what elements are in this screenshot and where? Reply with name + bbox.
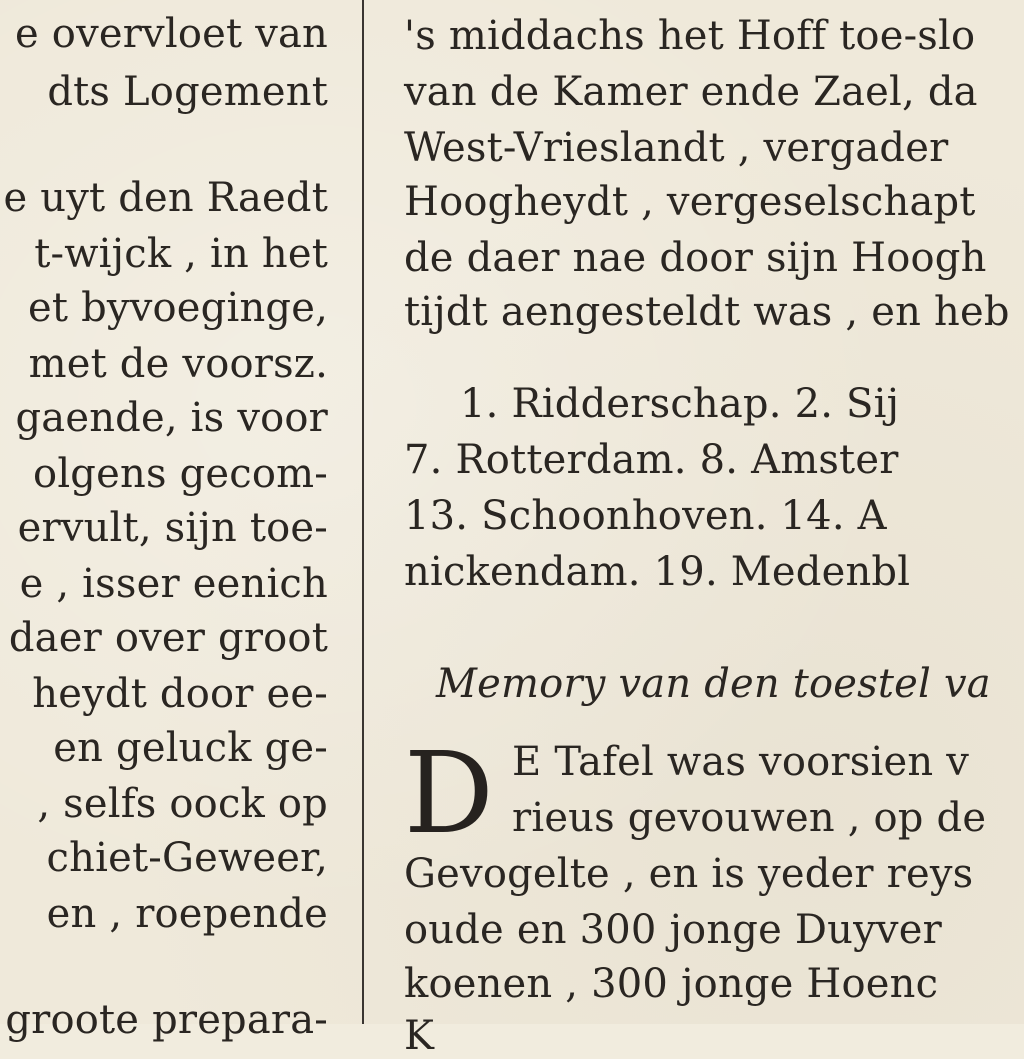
intro-line: 's middachs het Hoff toe-slo — [404, 13, 976, 59]
intro-line: de daer nae door sijn Hoogh — [404, 235, 987, 281]
left-line: met de voorsz. — [28, 341, 328, 387]
left-line: gaende, is voor — [15, 395, 328, 441]
intro-line: West-Vrieslandt , vergader — [404, 125, 949, 171]
list-line: 13. Schoonhoven. 14. A — [404, 493, 887, 539]
left-line: t-wijck , in het — [34, 231, 328, 277]
left-line: groote prepara- — [5, 997, 328, 1043]
right-column — [364, 0, 1024, 1059]
left-line: e uyt den Raedt — [3, 175, 328, 221]
left-line: ervult, sijn toe- — [17, 505, 328, 551]
drop-cap: D — [404, 729, 494, 859]
left-line: e overvloet van — [15, 11, 328, 57]
left-line: et byvoeginge, — [28, 285, 328, 331]
left-line: dts Logement — [47, 69, 328, 115]
left-line: e , isser eenich — [19, 561, 328, 607]
body-line: oude en 300 jonge Duyver — [404, 907, 942, 953]
left-line: en , roepende — [46, 891, 328, 937]
intro-line: tijdt aengesteldt was , en heb — [404, 289, 1010, 335]
left-line: daer over groot — [8, 615, 328, 661]
left-line: olgens gecom- — [33, 451, 328, 497]
left-column — [0, 0, 362, 1043]
list-line: nickendam. 19. Medenbl — [404, 549, 911, 595]
body-line: K — [404, 1013, 435, 1059]
body-line: koenen , 300 jonge Hoenc — [404, 961, 939, 1007]
body-line: Gevogelte , en is yeder reys — [404, 851, 974, 897]
left-line: en geluck ge- — [53, 725, 328, 771]
intro-line: van de Kamer ende Zael, da — [404, 69, 978, 115]
list-line: 7. Rotterdam. 8. Amster — [404, 437, 899, 483]
left-line: , selfs oock op — [37, 781, 328, 827]
left-line: chiet-Geweer, — [46, 835, 328, 881]
section-heading: Memory van den toestel va — [436, 661, 991, 707]
intro-line: Hoogheydt , vergeselschapt — [404, 179, 976, 225]
body-line: E Tafel was voorsien v — [512, 739, 969, 785]
body-line: rieus gevouwen , op de — [512, 795, 987, 841]
left-line: heydt door ee- — [32, 671, 328, 717]
list-line: 1. Ridderschap. 2. Sij — [460, 381, 900, 427]
